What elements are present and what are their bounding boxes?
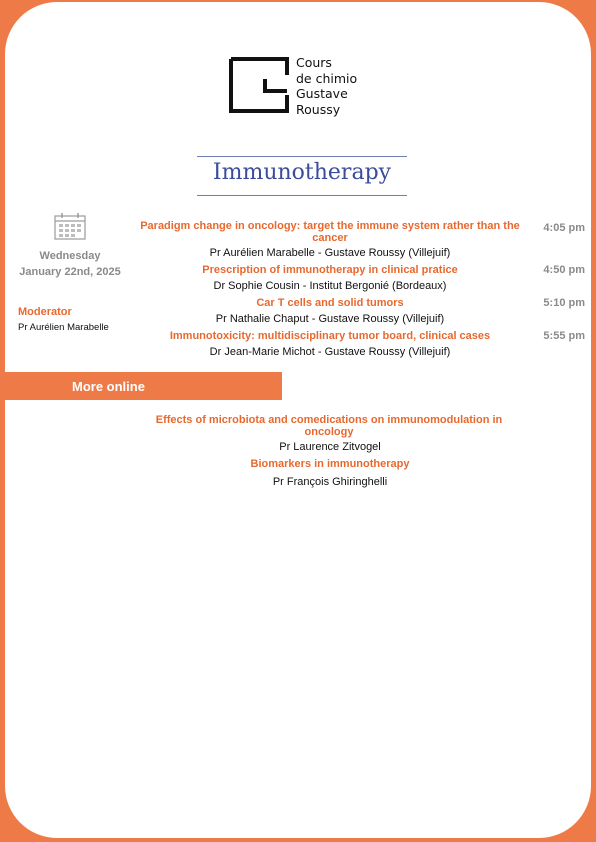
talk-time: 5:10 pm bbox=[543, 297, 585, 309]
moderator-name: Pr Aurélien Marabelle bbox=[18, 322, 109, 333]
session-date: January 22nd, 2025 bbox=[19, 266, 121, 278]
talk-time: 4:50 pm bbox=[543, 264, 585, 276]
talk-speaker: Dr Jean-Marie Michot - Gustave Roussy (Villejuif) bbox=[209, 346, 451, 358]
session-weekday: Wednesday bbox=[39, 250, 101, 262]
talk-speaker: Dr Sophie Cousin - Institut Bergonié (Bordeaux) bbox=[213, 280, 447, 292]
calendar-icon bbox=[54, 212, 86, 240]
page-number: 6 bbox=[563, 814, 569, 825]
talk-time: 4:05 pm bbox=[543, 222, 585, 234]
logo-line: Gustave bbox=[296, 86, 348, 101]
talk-time: 5:55 pm bbox=[543, 330, 585, 342]
talk-title: Immunotoxicity: multidisciplinary tumor board, clinical cases bbox=[169, 330, 491, 342]
talk-title: Prescription of immunotherapy in clinical pratice bbox=[202, 264, 458, 276]
title-rule-top bbox=[197, 156, 407, 157]
talk-speaker: Pr Aurélien Marabelle - Gustave Roussy (Villejuif) bbox=[209, 247, 451, 259]
logo-wordmark bbox=[296, 55, 357, 117]
online-talk-title: Effects of microbiota and comedications on immunomodulation in oncology bbox=[155, 414, 503, 438]
talk-title: Car T cells and solid tumors bbox=[256, 297, 404, 309]
logo-line: Roussy bbox=[296, 101, 341, 117]
logo-mark-icon bbox=[229, 57, 289, 113]
talk-speaker: Pr Nathalie Chaput - Gustave Roussy (Villejuif) bbox=[215, 313, 445, 325]
logo-line: Cours bbox=[296, 55, 332, 70]
online-talk-title: Biomarkers in immunotherapy bbox=[250, 458, 410, 470]
online-talk-speaker: Pr Laurence Zitvogel bbox=[279, 441, 381, 453]
logo-line: de chimio bbox=[296, 70, 358, 86]
online-talk-speaker: Pr François Ghiringhelli bbox=[272, 476, 388, 488]
more-online-label: More online bbox=[72, 379, 145, 394]
talk-title: Paradigm change in oncology: target the immune system rather than the cancer bbox=[140, 220, 520, 244]
page-title: Immunotherapy bbox=[212, 160, 392, 185]
cours-de-chimio-logo bbox=[229, 55, 379, 115]
title-rule-bottom bbox=[197, 195, 407, 196]
moderator-label: Moderator bbox=[18, 306, 72, 318]
